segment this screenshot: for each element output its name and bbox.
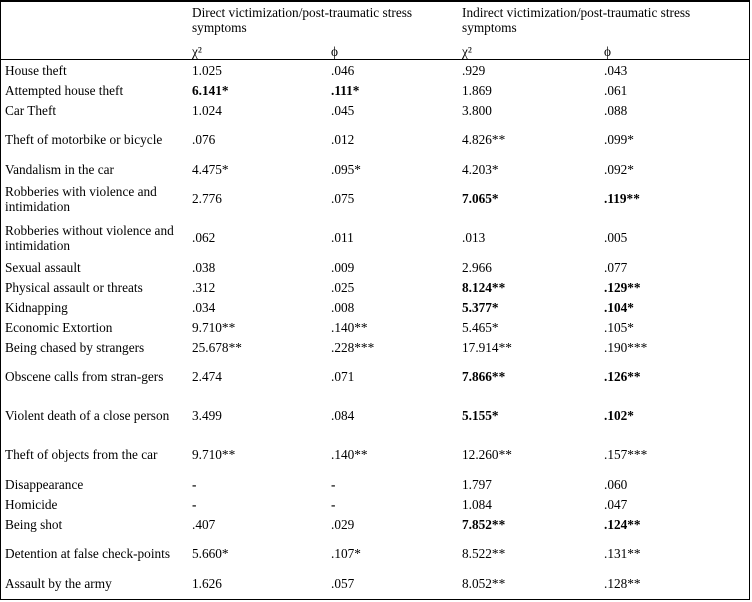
table-row xyxy=(1,100,749,120)
indirect-phi-value: .099* xyxy=(604,132,634,147)
header-indirect-phi: ϕ xyxy=(600,41,749,60)
direct-chi2-value: 2.474 xyxy=(192,369,222,384)
table-row xyxy=(1,159,749,179)
table-row xyxy=(1,317,749,337)
table-row xyxy=(1,534,749,573)
table-row xyxy=(1,80,749,100)
indirect-chi2-value: .013 xyxy=(462,230,486,245)
table-row xyxy=(1,277,749,297)
indirect-chi2-value: 7.065* xyxy=(462,191,499,206)
direct-phi-value: .025 xyxy=(331,279,355,295)
indirect-phi-value: .128** xyxy=(604,575,641,591)
statistics-table xyxy=(1,1,749,593)
row-label: Detention at false check-points xyxy=(5,546,171,561)
row-label: Car Theft xyxy=(5,102,57,118)
indirect-phi-value: .190*** xyxy=(604,339,648,355)
indirect-phi-value: .124** xyxy=(604,516,641,532)
table-row xyxy=(1,120,749,159)
table-row xyxy=(1,357,749,396)
direct-phi-value: .011 xyxy=(331,230,354,245)
row-label: Robberies with violence and intimidation xyxy=(5,183,157,214)
direct-phi-value: .107* xyxy=(331,546,361,561)
row-label: Disappearance xyxy=(5,476,84,492)
indirect-phi-value: .105* xyxy=(604,319,634,335)
indirect-phi-value: .043 xyxy=(604,62,628,78)
indirect-phi-value: .060 xyxy=(604,476,628,492)
direct-chi2-value: 1.025 xyxy=(192,62,222,78)
direct-chi2-value: .076 xyxy=(192,132,216,147)
indirect-phi-value: .102* xyxy=(604,408,634,423)
header-group-row xyxy=(1,2,749,42)
row-label: Economic Extortion xyxy=(5,319,113,335)
indirect-phi-value: .061 xyxy=(604,82,628,98)
indirect-chi2-value: .929 xyxy=(462,62,486,78)
table-row xyxy=(1,337,749,357)
indirect-chi2-value: 1.869 xyxy=(462,82,492,98)
direct-phi-value: .140** xyxy=(331,319,368,335)
indirect-chi2-value: 4.826** xyxy=(462,132,506,147)
indirect-chi2-value: 12.260** xyxy=(462,447,512,462)
direct-chi2-value: 9.710** xyxy=(192,447,236,462)
indirect-chi2-value: 5.155* xyxy=(462,408,499,423)
table-row xyxy=(1,297,749,317)
direct-phi-value: .057 xyxy=(331,575,355,591)
direct-chi2-value: 5.660* xyxy=(192,546,229,561)
table-row xyxy=(1,257,749,277)
direct-chi2-value: 9.710** xyxy=(192,319,236,335)
header-direct-group: Direct victimization/post-traumatic stress symptoms xyxy=(192,5,413,35)
indirect-chi2-value: 4.203* xyxy=(462,161,499,177)
row-label: Vandalism in the car xyxy=(5,161,114,177)
direct-chi2-value: 2.776 xyxy=(192,191,222,206)
direct-phi-value: .029 xyxy=(331,516,355,532)
row-label: House theft xyxy=(5,62,67,78)
direct-chi2-value: .312 xyxy=(192,279,216,295)
direct-phi-value: .140** xyxy=(331,447,368,462)
indirect-phi-value: .077 xyxy=(604,259,628,275)
header-direct-phi: ϕ xyxy=(327,41,458,60)
header-direct-chi2: χ² xyxy=(188,41,327,60)
header-empty-cell xyxy=(1,2,188,42)
direct-phi-value: .012 xyxy=(331,132,355,147)
direct-chi2-value: - xyxy=(192,476,197,492)
indirect-phi-value: .157*** xyxy=(604,447,648,462)
direct-phi-value: .095* xyxy=(331,161,361,177)
header-stat-row xyxy=(1,41,749,60)
table-row xyxy=(1,494,749,514)
indirect-chi2-value: 7.866** xyxy=(462,369,506,384)
indirect-phi-value: .047 xyxy=(604,496,628,512)
direct-chi2-value: .062 xyxy=(192,230,216,245)
row-label: Theft of objects from the car xyxy=(5,447,158,462)
table-row xyxy=(1,514,749,534)
row-label: Homicide xyxy=(5,496,58,512)
table-row xyxy=(1,60,749,81)
indirect-chi2-value: 5.465* xyxy=(462,319,499,335)
row-label: Physical assault or threats xyxy=(5,279,143,295)
indirect-chi2-value: 8.522** xyxy=(462,546,506,561)
header-indirect-chi2: χ² xyxy=(458,41,600,60)
direct-chi2-value: 4.475* xyxy=(192,161,229,177)
row-label: Obscene calls from stran-gers xyxy=(5,369,164,384)
direct-phi-value: - xyxy=(331,476,336,492)
header-empty-cell xyxy=(1,41,188,60)
direct-chi2-value: .038 xyxy=(192,259,216,275)
indirect-chi2-value: 2.966 xyxy=(462,259,492,275)
table-row xyxy=(1,573,749,593)
indirect-chi2-value: 8.124** xyxy=(462,279,506,295)
indirect-phi-value: .119** xyxy=(604,191,640,206)
row-label: Robberies without violence and intimidation xyxy=(5,222,174,253)
direct-phi-value: .046 xyxy=(331,62,355,78)
indirect-phi-value: .088 xyxy=(604,102,628,118)
direct-chi2-value: 1.626 xyxy=(192,575,222,591)
direct-chi2-value: - xyxy=(192,496,197,512)
indirect-phi-value: .092* xyxy=(604,161,634,177)
row-label: Being chased by strangers xyxy=(5,339,145,355)
indirect-phi-value: .104* xyxy=(604,299,634,315)
indirect-phi-value: .005 xyxy=(604,230,628,245)
indirect-chi2-value: 7.852** xyxy=(462,516,506,532)
indirect-chi2-value: 1.797 xyxy=(462,476,492,492)
indirect-phi-value: .131** xyxy=(604,546,641,561)
row-label: Theft of motorbike or bicycle xyxy=(5,132,163,147)
table-row xyxy=(1,218,749,257)
table-row xyxy=(1,179,749,218)
direct-phi-value: .111* xyxy=(331,82,360,98)
row-label: Violent death of a close person xyxy=(5,408,170,423)
direct-phi-value: .084 xyxy=(331,408,355,423)
indirect-phi-value: .126** xyxy=(604,369,641,384)
direct-phi-value: .228*** xyxy=(331,339,375,355)
row-label: Kidnapping xyxy=(5,299,68,315)
row-label: Attempted house theft xyxy=(5,82,124,98)
direct-phi-value: .071 xyxy=(331,369,355,384)
indirect-chi2-value: 8.052** xyxy=(462,575,506,591)
direct-phi-value: - xyxy=(331,496,336,512)
indirect-phi-value: .129** xyxy=(604,279,641,295)
direct-phi-value: .008 xyxy=(331,299,355,315)
table-row xyxy=(1,474,749,494)
direct-chi2-value: .034 xyxy=(192,299,216,315)
indirect-chi2-value: 3.800 xyxy=(462,102,492,118)
direct-phi-value: .009 xyxy=(331,259,355,275)
row-label: Assault by the army xyxy=(5,575,112,591)
direct-chi2-value: .407 xyxy=(192,516,216,532)
row-label: Being shot xyxy=(5,516,63,532)
direct-chi2-value: 3.499 xyxy=(192,408,222,423)
header-indirect-group: Indirect victimization/post-traumatic stress symptoms xyxy=(462,5,691,35)
indirect-chi2-value: 1.084 xyxy=(462,496,492,512)
direct-phi-value: .045 xyxy=(331,102,355,118)
table-row xyxy=(1,435,749,474)
direct-phi-value: .075 xyxy=(331,191,355,206)
indirect-chi2-value: 5.377* xyxy=(462,299,499,315)
direct-chi2-value: 6.141* xyxy=(192,82,229,98)
row-label: Sexual assault xyxy=(5,259,81,275)
table-row xyxy=(1,396,749,435)
direct-chi2-value: 25.678** xyxy=(192,339,242,355)
indirect-chi2-value: 17.914** xyxy=(462,339,512,355)
direct-chi2-value: 1.024 xyxy=(192,102,222,118)
